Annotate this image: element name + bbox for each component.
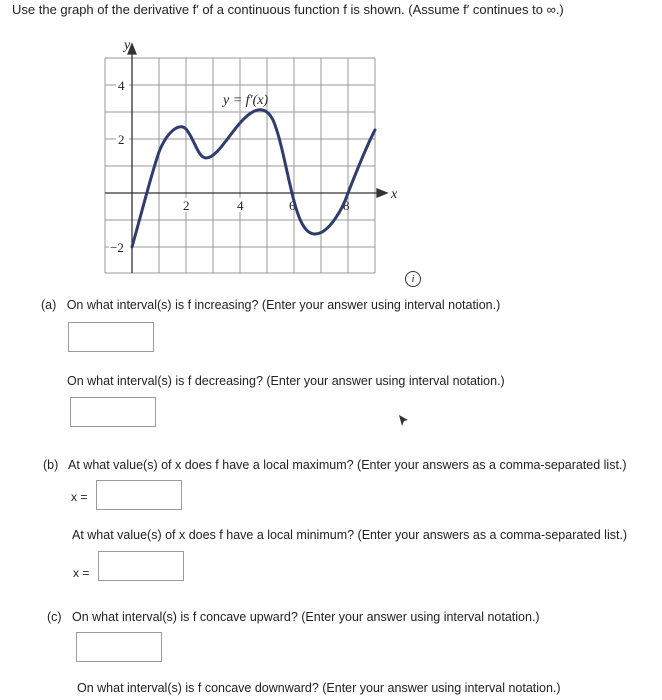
local-max-x-label: x = xyxy=(71,490,88,504)
y-axis-label: y xyxy=(124,38,131,53)
derivative-graph xyxy=(95,30,415,275)
x-tick-label: 2 xyxy=(183,198,190,213)
local-min-input[interactable] xyxy=(98,551,184,581)
x-tick-label: 6 xyxy=(289,198,296,213)
decreasing-interval-input[interactable] xyxy=(70,397,156,427)
y-tick-label: 2 xyxy=(118,132,125,147)
derivative-curve xyxy=(132,110,375,247)
part-b-letter: (b) xyxy=(43,458,59,472)
intro-text: Use the graph of the derivative f′ of a continuous function f is shown. (Assume f′ continues to ∞.) xyxy=(12,2,564,17)
increasing-interval-input[interactable] xyxy=(68,322,154,352)
part-b-q1-text: At what value(s) of x does f have a local maximum? (Enter your answers as a comma-separated list.) xyxy=(68,458,627,472)
concave-up-input[interactable] xyxy=(76,632,162,662)
part-a-q2-text: On what interval(s) is f decreasing? (Enter your answer using interval notation.) xyxy=(67,374,505,388)
y-tick-label: 4 xyxy=(118,78,125,93)
part-c-q1-text: On what interval(s) is f concave upward? (Enter your answer using interval notation.) xyxy=(72,610,540,624)
graph-axes xyxy=(105,44,387,273)
part-c-question-up xyxy=(47,610,540,624)
local-max-input[interactable] xyxy=(96,480,182,510)
info-icon[interactable]: i xyxy=(405,271,421,287)
graph-grid xyxy=(105,58,375,273)
part-a-letter: (a) xyxy=(41,298,57,312)
x-axis-label: x xyxy=(391,187,398,202)
part-b-question-max xyxy=(43,458,627,472)
local-min-x-label: x = xyxy=(73,566,90,580)
curve-label: y = f′(x) xyxy=(223,93,269,108)
part-a-question-increasing xyxy=(41,298,500,312)
part-c-q2-text: On what interval(s) is f concave downward? (Enter your answer using interval notation.) xyxy=(77,681,561,695)
part-c-letter: (c) xyxy=(47,610,62,624)
part-b-q2-text: At what value(s) of x does f have a local minimum? (Enter your answers as a comma-separated list.) xyxy=(72,528,628,542)
x-tick-label: 4 xyxy=(237,198,244,213)
y-tick-label: −2 xyxy=(110,240,124,255)
x-tick-label: 8 xyxy=(343,198,350,213)
part-a-q1-text: On what interval(s) is f increasing? (Enter your answer using interval notation.) xyxy=(66,298,501,312)
mouse-cursor-icon xyxy=(398,414,410,428)
